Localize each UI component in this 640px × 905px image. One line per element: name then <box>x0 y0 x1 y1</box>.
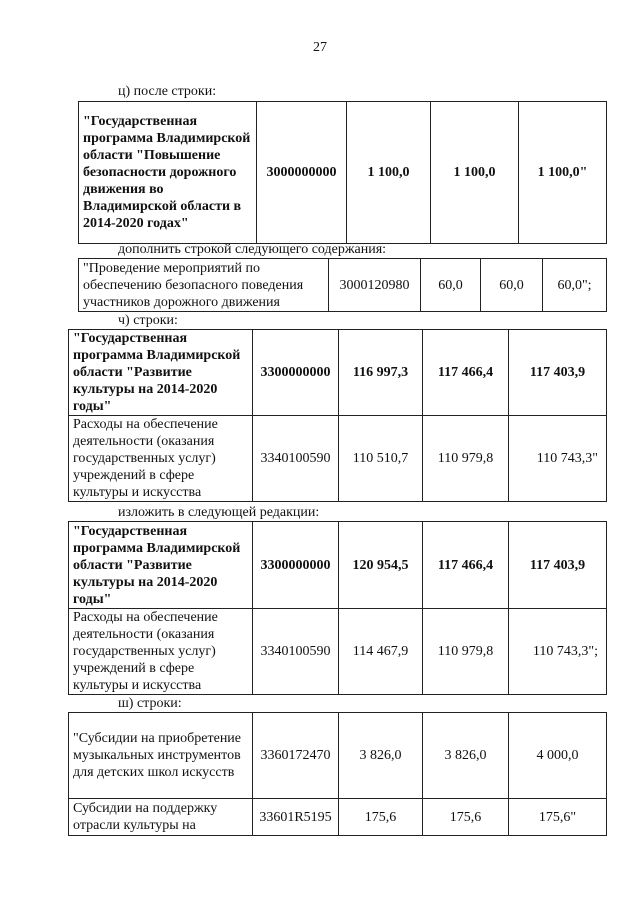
row-value-3: 110 743,3" <box>509 416 607 502</box>
budget-table <box>78 258 607 312</box>
table-row <box>79 102 607 244</box>
row-code: 3000120980 <box>329 259 421 312</box>
table-row <box>69 713 607 799</box>
row-name: Расходы на обеспечение деятельности (оказания государственных услуг) учреждений в сфере культуры и искусства <box>69 416 253 502</box>
row-code: 33601R5195 <box>253 799 339 836</box>
table-row <box>79 259 607 312</box>
row-value-2: 110 979,8 <box>423 609 509 695</box>
row-code: 3360172470 <box>253 713 339 799</box>
row-code: 3340100590 <box>253 609 339 695</box>
table-row <box>69 330 607 416</box>
section-caption: ш) строки: <box>118 696 182 711</box>
table-row <box>69 609 607 695</box>
table-row <box>69 799 607 836</box>
row-value-1: 120 954,5 <box>339 522 423 609</box>
row-value-1: 3 826,0 <box>339 713 423 799</box>
row-value-1: 60,0 <box>421 259 481 312</box>
table-row <box>69 522 607 609</box>
row-value-2: 110 979,8 <box>423 416 509 502</box>
section-caption: ч) строки: <box>118 313 178 328</box>
row-code: 3300000000 <box>253 522 339 609</box>
row-code: 3300000000 <box>253 330 339 416</box>
budget-table <box>68 329 607 502</box>
table-row <box>69 416 607 502</box>
row-name: Расходы на обеспечение деятельности (оказания государственных услуг) учреждений в сфере культуры и искусства <box>69 609 253 695</box>
row-value-2: 3 826,0 <box>423 713 509 799</box>
row-name: "Государственная программа Владимирской области "Развитие культуры на 2014-2020 годы" <box>69 330 253 416</box>
row-name: "Государственная программа Владимирской области "Развитие культуры на 2014-2020 годы" <box>69 522 253 609</box>
row-name: "Субсидии на приобретение музыкальных инструментов для детских школ искусств <box>69 713 253 799</box>
row-name: Субсидии на поддержку отрасли культуры на <box>69 799 253 836</box>
row-name: "Проведение мероприятий по обеспечению безопасного поведения участников дорожного движения <box>79 259 329 312</box>
budget-table <box>78 101 607 244</box>
row-value-2: 1 100,0 <box>431 102 519 244</box>
row-value-3: 175,6" <box>509 799 607 836</box>
row-value-1: 1 100,0 <box>347 102 431 244</box>
row-value-2: 117 466,4 <box>423 522 509 609</box>
row-value-1: 116 997,3 <box>339 330 423 416</box>
row-value-1: 110 510,7 <box>339 416 423 502</box>
row-value-3: 4 000,0 <box>509 713 607 799</box>
row-value-3: 117 403,9 <box>509 522 607 609</box>
row-code: 3000000000 <box>257 102 347 244</box>
budget-table <box>68 712 607 836</box>
row-value-1: 175,6 <box>339 799 423 836</box>
row-value-3: 117 403,9 <box>509 330 607 416</box>
row-code: 3340100590 <box>253 416 339 502</box>
row-value-3: 60,0"; <box>543 259 607 312</box>
row-value-2: 175,6 <box>423 799 509 836</box>
section-caption: изложить в следующей редакции: <box>118 505 320 520</box>
budget-table <box>68 521 607 695</box>
row-value-3: 110 743,3"; <box>509 609 607 695</box>
row-value-1: 114 467,9 <box>339 609 423 695</box>
row-value-2: 60,0 <box>481 259 543 312</box>
row-name: "Государственная программа Владимирской области "Повышение безопасности дорожного движения во Владимирской области в 2014-2020 годах" <box>79 102 257 244</box>
row-value-2: 117 466,4 <box>423 330 509 416</box>
row-value-3: 1 100,0" <box>519 102 607 244</box>
section-caption: дополнить строкой следующего содержания: <box>118 242 387 257</box>
page-number: 27 <box>313 40 327 55</box>
section-caption: ц) после строки: <box>118 84 217 99</box>
